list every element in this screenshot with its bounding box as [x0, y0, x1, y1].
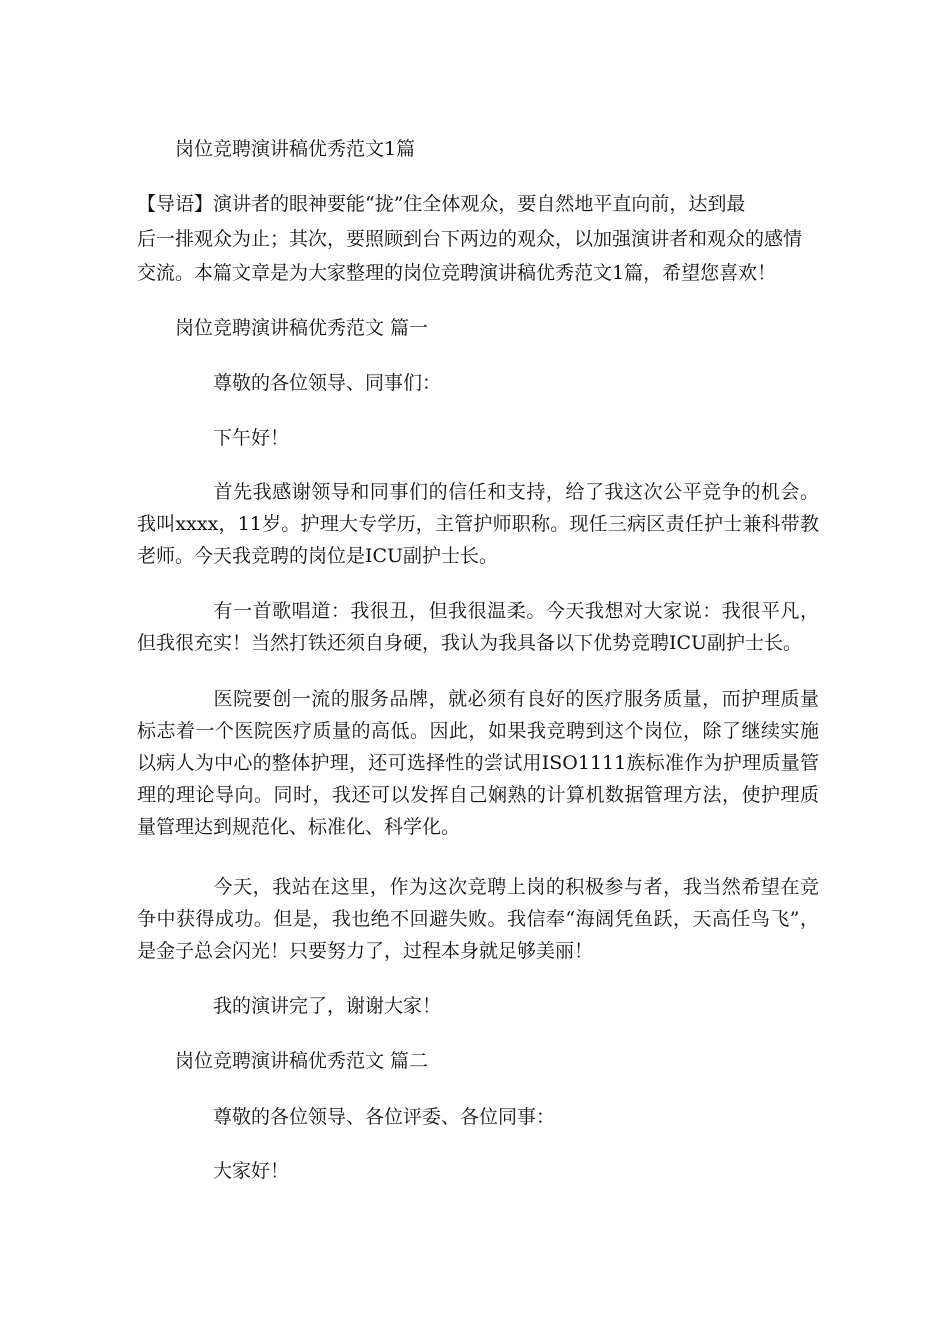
intro-line-3: 交流。本篇文章是为大家整理的岗位竞聘演讲稿优秀范文1篇，希望您喜欢！: [137, 262, 777, 284]
section-1-salutation: 尊敬的各位领导、同事们：: [213, 372, 442, 394]
section-1-paragraph-2: 有一首歌唱道：我很丑，但我很温柔。今天我想对大家说：我很平凡，但我很充实！当然打铁还须自身硬，我认为我具备以下优势竞聘ICU副护士长。: [137, 600, 819, 654]
section-1-heading: 岗位竞聘演讲稿优秀范文 篇一: [175, 317, 429, 339]
section-1-greeting: 下午好！: [213, 427, 290, 449]
section-1-paragraph-4: 今天，我站在这里，作为这次竞聘上岗的积极参与者，我当然希望在竞争中获得成功。但是，我也绝不回避失败。我信奉“海阔凭鱼跃，天高任鸟飞”，是金子总会闪光！只要努力了，过程本身就足够美丽！: [137, 876, 819, 962]
section-1-paragraph-3: 医院要创一流的服务品牌，就必须有良好的医疗服务质量，而护理质量标志着一个医院医疗质量的高低。因此，如果我竞聘到这个岗位，除了继续实施以病人为中心的整体护理，还可选择性的尝试用ISO1111族标准作为护理质量管理的理论导向。同时，我还可以发挥自己娴熟的计算机数据管理方法，使护理质量管理达到规范化、标准化、科学化。: [137, 688, 819, 838]
section-1-closing: 我的演讲完了，谢谢大家！: [213, 995, 442, 1017]
section-2-heading: 岗位竞聘演讲稿优秀范文 篇二: [175, 1050, 429, 1072]
intro-line-1: 【导语】演讲者的眼神要能“拢”住全体观众，要自然地平直向前，达到最: [137, 193, 746, 215]
section-2-greeting: 大家好！: [213, 1160, 290, 1182]
section-1-paragraph-1: 首先我感谢领导和同事们的信任和支持，给了我这次公平竞争的机会。我叫xxxx，11岁。护理大专学历，主管护师职称。现任三病区责任护士兼科带教老师。今天我竞聘的岗位是ICU副护士长。: [137, 481, 819, 567]
intro-line-2: 后一排观众为止；其次，要照顾到台下两边的观众，以加强演讲者和观众的感情: [137, 228, 803, 250]
document-title: 岗位竞聘演讲稿优秀范文1篇: [175, 138, 416, 160]
section-2-salutation: 尊敬的各位领导、各位评委、各位同事：: [213, 1106, 556, 1128]
